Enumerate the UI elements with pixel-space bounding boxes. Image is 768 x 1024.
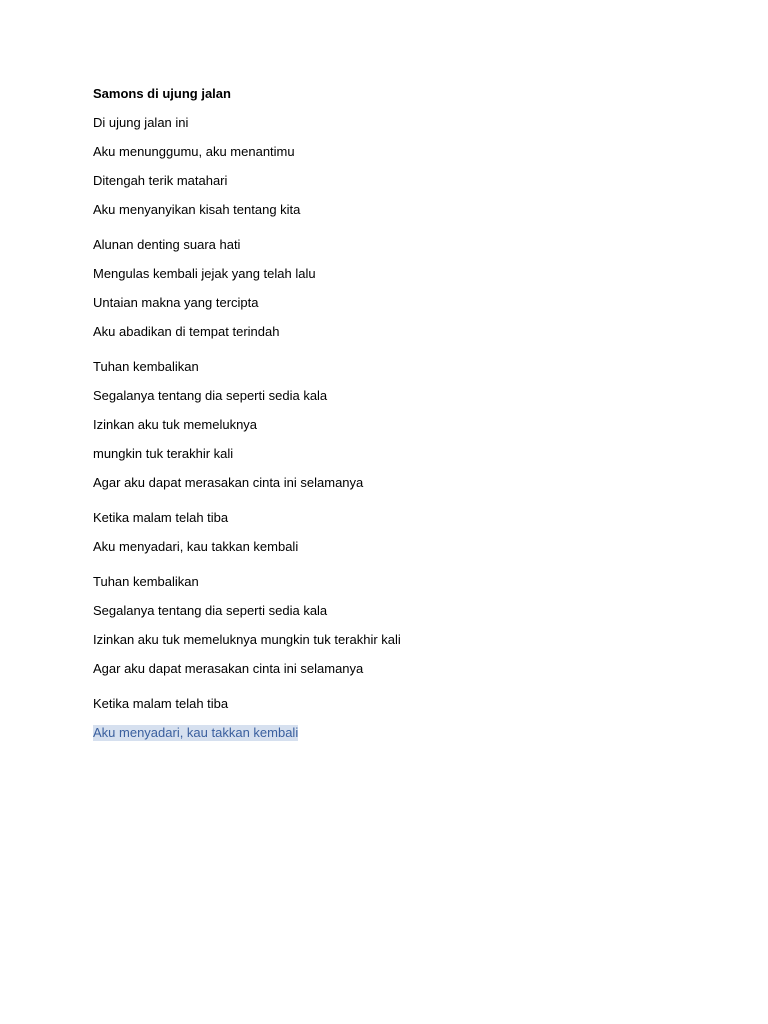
stanza-line: Untaian makna yang tercipta xyxy=(93,295,259,310)
stanza-line: Mengulas kembali jejak yang telah lalu xyxy=(93,266,316,281)
stanza-line: Izinkan aku tuk memeluknya mungkin tuk terakhir kali xyxy=(93,632,401,647)
stanza-line: mungkin tuk terakhir kali xyxy=(93,446,234,461)
document-title: Samons di ujung jalan xyxy=(93,86,231,101)
stanza-6 xyxy=(93,695,693,742)
stanza-line: Segalanya tentang dia seperti sedia kala xyxy=(93,603,328,618)
stanza-line: Ketika malam telah tiba xyxy=(93,510,229,525)
stanza-line: Izinkan aku tuk memeluknya xyxy=(93,417,258,432)
stanza-line: Tuhan kembalikan xyxy=(93,574,199,589)
selected-line[interactable] xyxy=(93,724,693,742)
selected-text[interactable]: Aku menyadari, kau takkan kembali xyxy=(93,725,299,740)
stanza-2 xyxy=(93,236,693,341)
stanza-line: Agar aku dapat merasakan cinta ini selamanya xyxy=(93,475,364,490)
document-body xyxy=(93,85,693,759)
stanza-line: Aku abadikan di tempat terindah xyxy=(93,324,280,339)
stanza-line: Ketika malam telah tiba xyxy=(93,696,229,711)
stanza-4 xyxy=(93,509,693,556)
stanza-line: Aku menunggumu, aku menantimu xyxy=(93,144,295,159)
stanza-line: Aku menyadari, kau takkan kembali xyxy=(93,539,299,554)
stanza-3 xyxy=(93,358,693,492)
stanza-line: Tuhan kembalikan xyxy=(93,359,199,374)
stanza-5 xyxy=(93,573,693,678)
stanza-line: Agar aku dapat merasakan cinta ini selamanya xyxy=(93,661,364,676)
stanza-line: Di ujung jalan ini xyxy=(93,115,189,130)
stanza-line: Aku menyanyikan kisah tentang kita xyxy=(93,202,301,217)
stanza-line: Alunan denting suara hati xyxy=(93,237,241,252)
stanza-1 xyxy=(93,114,693,219)
stanza-line: Ditengah terik matahari xyxy=(93,173,228,188)
stanza-line: Segalanya tentang dia seperti sedia kala xyxy=(93,388,328,403)
